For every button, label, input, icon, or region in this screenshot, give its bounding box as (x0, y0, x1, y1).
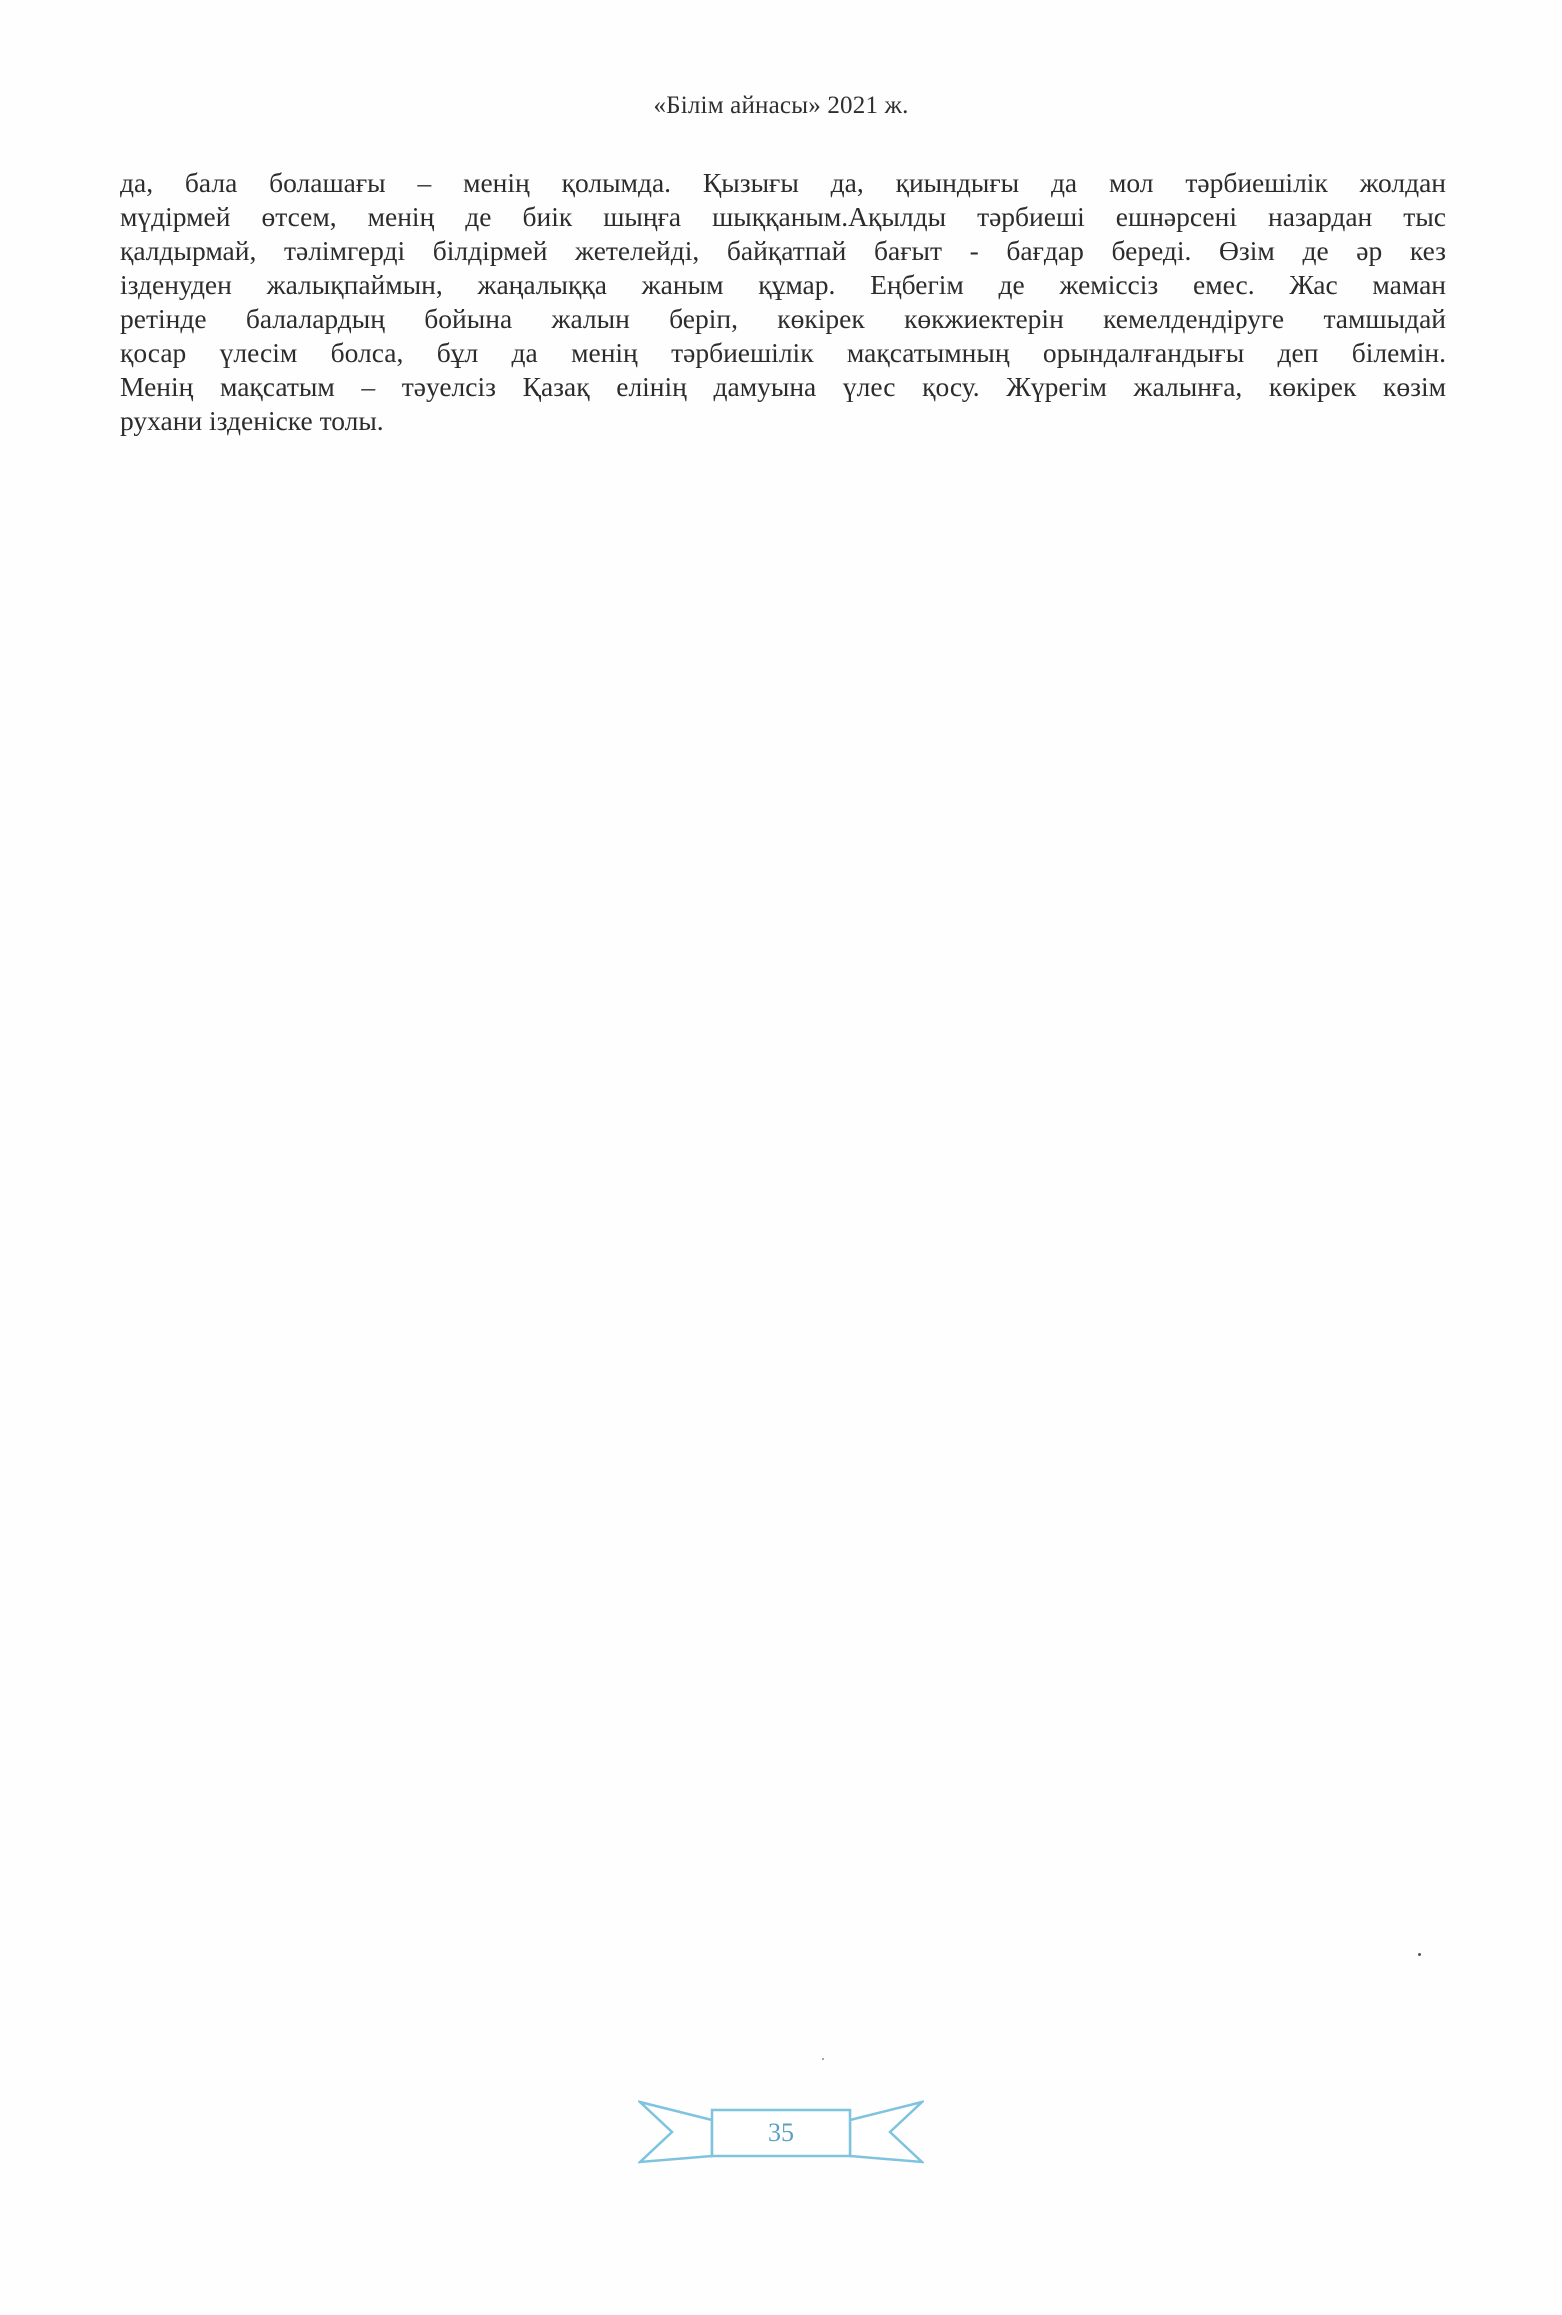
text-line: қосар үлесім болса, бұл да менің тәрбиешілік мақсатымның орындалғандығы деп білемін. (120, 337, 1446, 368)
text-line: ретінде балалардың бойына жалын беріп, көкірек көкжиектерін кемелдендіруге тамшыдай (120, 303, 1446, 334)
scan-speck (1418, 1953, 1421, 1956)
text-line: ізденуден жалықпаймын, жаңалыққа жаным құмар. Еңбегім де жеміссіз емес. Жас маман (120, 269, 1446, 300)
text-line: қалдырмай, тәлімгерді білдірмей жетелейді, байқатпай бағыт - бағдар береді. Өзім де әр кез (120, 235, 1446, 266)
text-line: Менің мақсатым – тәуелсіз Қазақ елінің дамуына үлес қосу. Жүрегім жалынға, көкірек көзім (120, 371, 1446, 402)
ribbon-left-tail (640, 2102, 712, 2162)
article-body (120, 166, 1446, 438)
text-line: да, бала болашағы – менің қолымда. Қызығы да, қиындығы да мол тәрбиешілік жолдан (120, 167, 1446, 198)
text-line: мүдірмей өтсем, менің де биік шыңға шыққаным.Ақылды тәрбиеші ешнәрсені назардан тыс (120, 201, 1446, 232)
text-line: рухани ізденіске толы. (120, 405, 384, 436)
page-number: 35 (768, 2118, 794, 2147)
running-header: «Білім айнасы» 2021 ж. (653, 92, 909, 119)
ribbon-right-tail (850, 2102, 922, 2162)
scan-speck (822, 2058, 824, 2060)
